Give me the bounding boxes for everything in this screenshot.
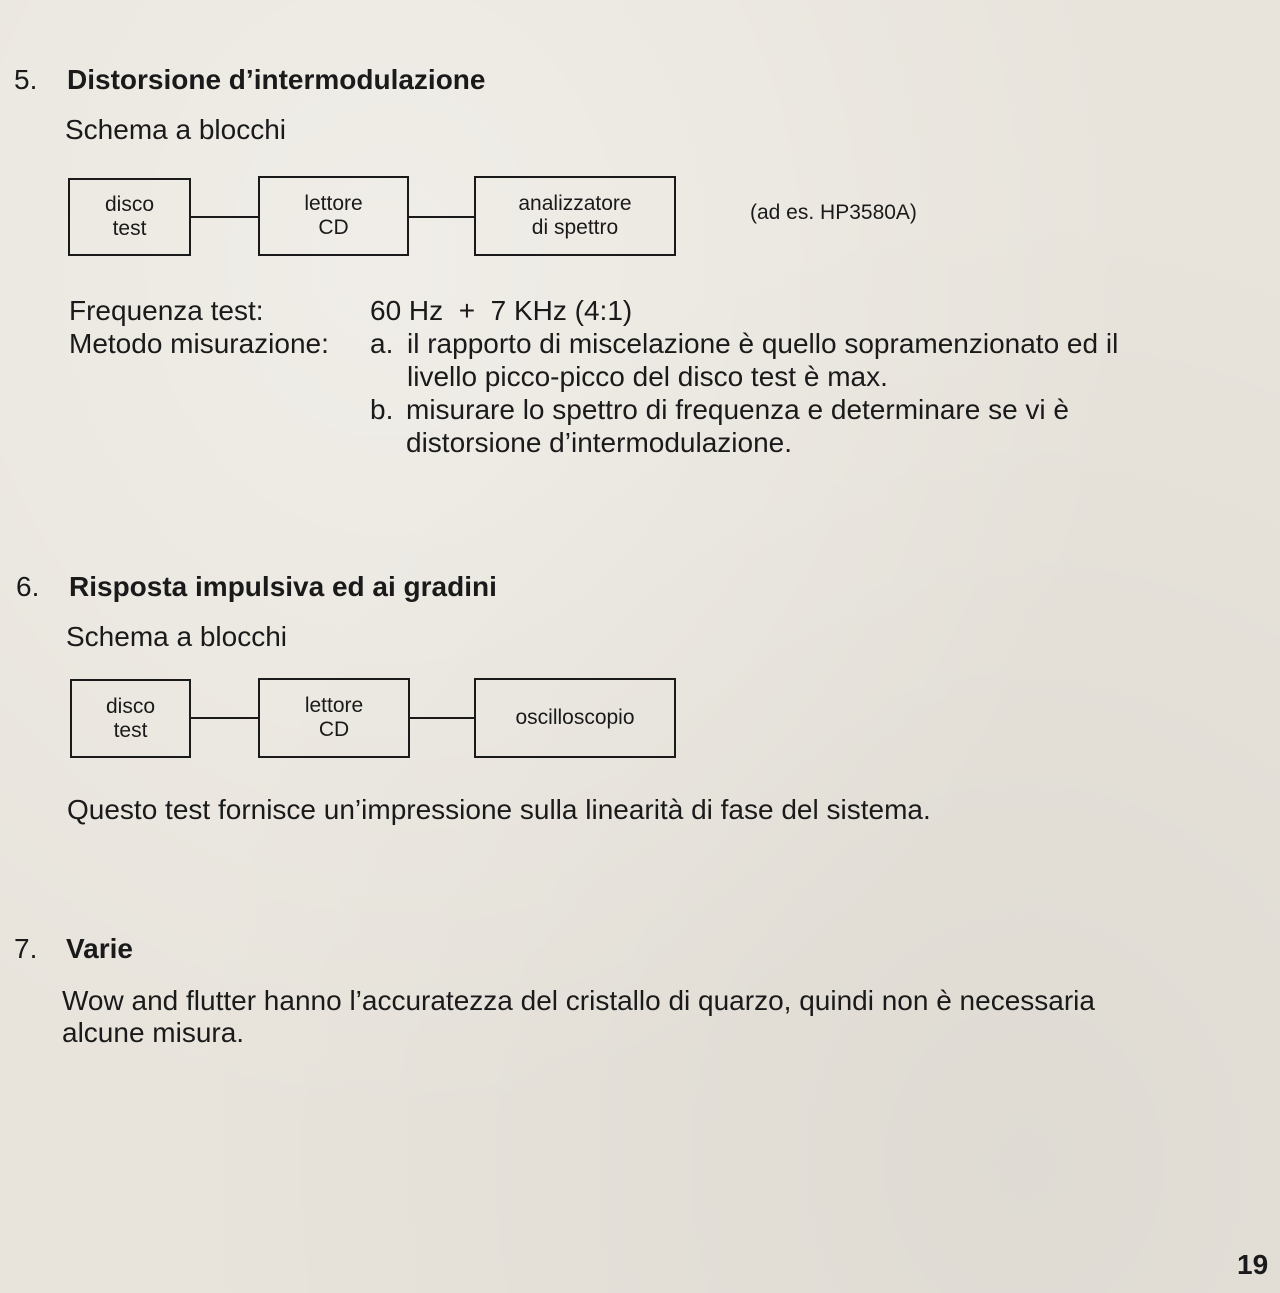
section-7-title: Varie (66, 933, 133, 964)
section-6-description: Questo test fornisce un’impressione sulla linearità di fase del sistema. (67, 794, 931, 825)
method-a-line: il rapporto di miscelazione è quello sopramenzionato ed il (407, 328, 1119, 359)
block-oscilloscopio (474, 678, 676, 758)
section-5-subtitle: Schema a blocchi (65, 114, 287, 145)
method-b-marker: b. (370, 394, 394, 425)
block-label: lettore (304, 694, 364, 717)
freq-label: Frequenza test: (69, 295, 264, 326)
block-disco-test (68, 178, 191, 256)
section-5-number: 5. (14, 64, 38, 95)
method-b-line: distorsione d’intermodulazione. (406, 427, 792, 458)
method-a-marker: a. (370, 328, 394, 359)
block-label: oscilloscopio (515, 706, 635, 729)
instrument-note: (ad es. HP3580A) (750, 201, 917, 224)
block-label: di spettro (531, 216, 619, 239)
method-b-line: misurare lo spettro di frequenza e determinare se vi è (406, 394, 1069, 425)
section-6-title: Risposta impulsiva ed ai gradini (69, 571, 497, 602)
connector-line (410, 717, 474, 719)
block-label: disco (104, 193, 155, 216)
block-disco-test (70, 679, 191, 758)
connector-line (191, 717, 258, 719)
freq-value: 60 Hz + 7 KHz (4:1) (370, 295, 633, 326)
block-label: lettore (304, 192, 363, 215)
section-6-number: 6. (16, 571, 40, 602)
block-analizzatore (474, 176, 676, 256)
connector-line (409, 216, 474, 218)
method-label: Metodo misurazione: (69, 328, 329, 359)
section-6-subtitle: Schema a blocchi (66, 621, 288, 652)
section-7-number: 7. (14, 933, 38, 964)
connector-line (191, 216, 258, 218)
block-lettore-cd (258, 176, 409, 256)
block-label: CD (318, 718, 350, 741)
block-label: analizzatore (518, 192, 632, 215)
block-lettore-cd (258, 678, 410, 758)
block-label: test (112, 217, 147, 240)
block-label: test (113, 718, 148, 742)
section-5-title: Distorsione d’intermodulazione (67, 64, 486, 95)
block-label: CD (318, 216, 349, 239)
page-number: 19 (1237, 1249, 1269, 1280)
section-7-text-line: Wow and flutter hanno l’accuratezza del cristallo di quarzo, quindi non è necessaria (62, 985, 1095, 1016)
block-label: disco (105, 694, 156, 718)
section-7-text-line: alcune misura. (62, 1017, 245, 1048)
method-a-line: livello picco-picco del disco test è max. (407, 361, 888, 392)
